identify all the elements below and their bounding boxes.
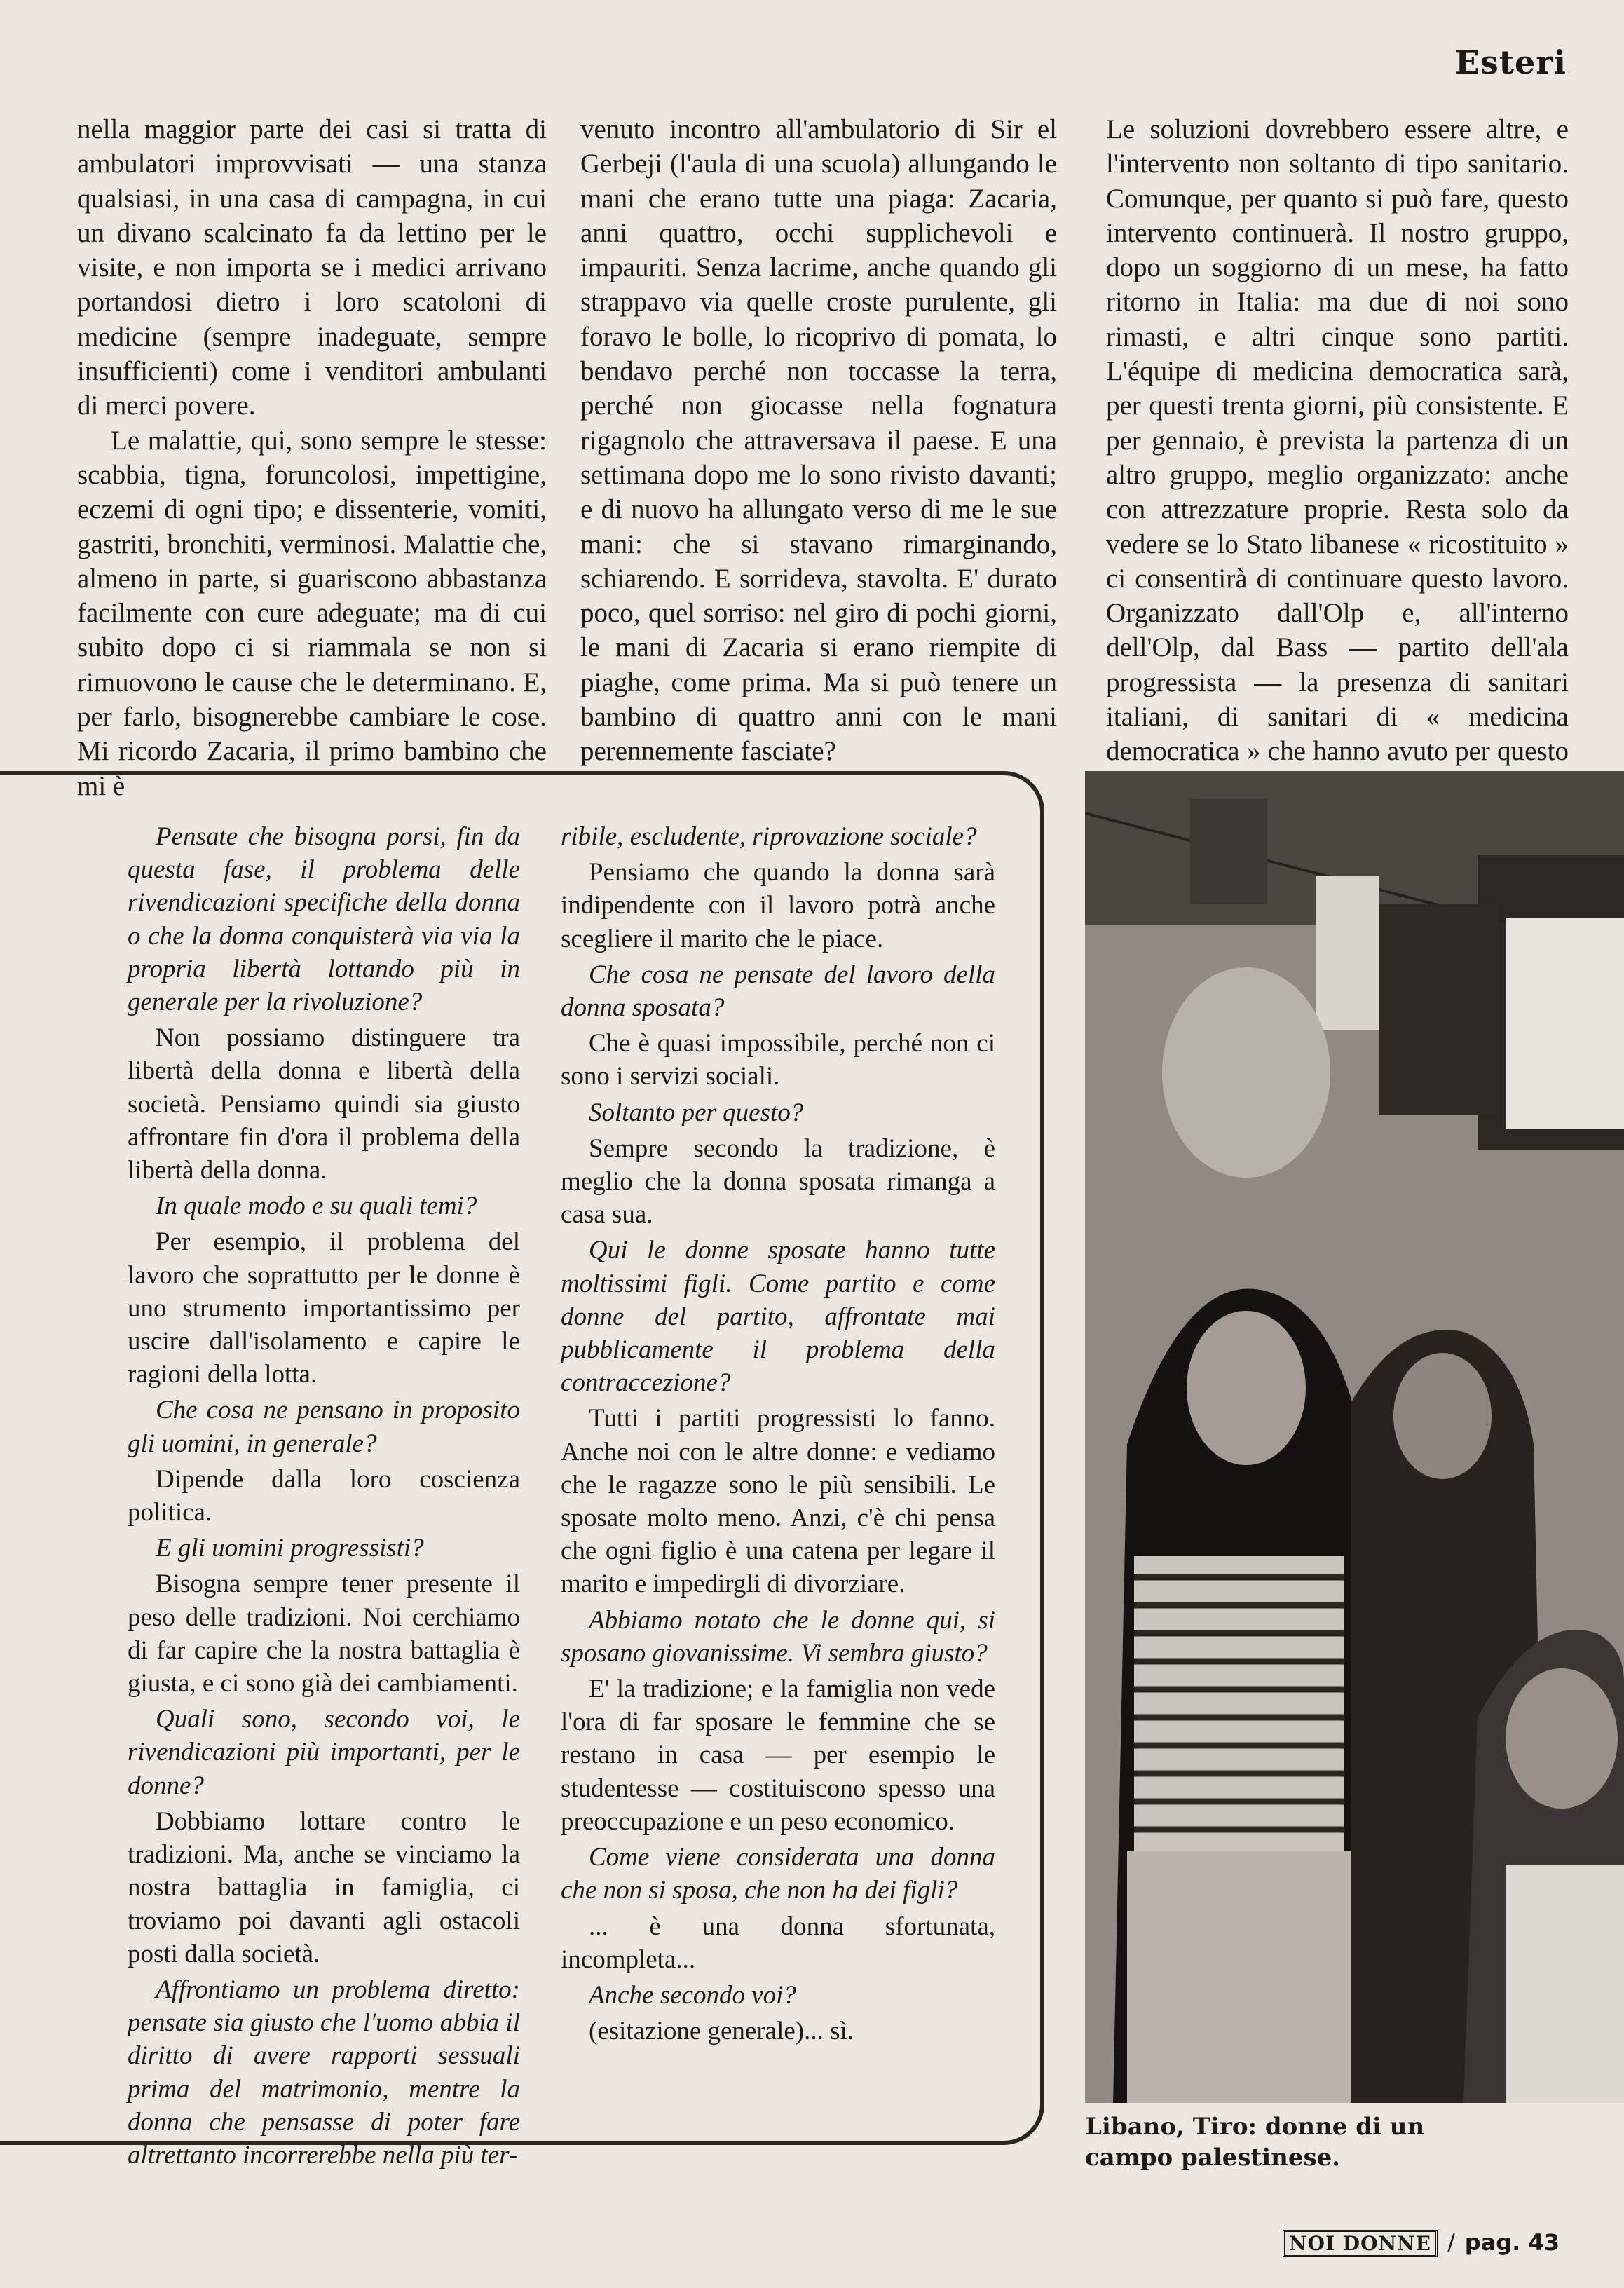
photo-illustration: [1085, 771, 1624, 2103]
interview-question: Affrontiamo un problema diretto: pensate sia giusto che l'uomo abbia il diritto di avere rapporti sessuali prima del matrimonio, mentre la donna che pensasse di poter fare altrettanto incorrerebbe nella più ter-: [128, 1975, 520, 2170]
interview-question: In quale modo e su quali temi?: [156, 1192, 477, 1221]
interview-question: Quali sono, secondo voi, le rivendicazioni più importanti, per le donne?: [128, 1705, 520, 1800]
interview-answer: Pensiamo che quando la donna sarà indipendente con il lavoro potrà anche scegliere il marito che le piace.: [561, 858, 995, 953]
interview-question: Come viene considerata una donna che non si sposa, che non ha dei figli?: [561, 1843, 995, 1905]
interview-question: Anche secondo voi?: [589, 1980, 796, 2010]
magazine-logo: NOI DONNE: [1283, 2230, 1438, 2257]
interview-question: Abbiamo notato che le donne qui, si sposano giovanissime. Vi sembra giusto?: [561, 1605, 995, 1668]
interview-question: Pensate che bisogna porsi, fin da questa fase, il problema delle rivendicazioni specifiche della donna o che la donna conquisterà via via la propria libertà lottando più in generale per la rivoluzione?: [128, 822, 520, 1017]
article-column-1: [77, 112, 547, 803]
interview-answer: Dipende dalla loro coscienza politica.: [128, 1464, 520, 1527]
interview-answer: Non possiamo distinguere tra libertà della donna e libertà della società. Pensiamo quindi sia giusto affrontare fin d'ora il problema della libertà della donna.: [128, 1023, 520, 1185]
interview-answer: Dobbiamo lottare contro le tradizioni. Ma, anche se vinciamo la nostra battaglia in famiglia, ci troviamo poi davanti agli ostacoli posti dalla società.: [128, 1806, 520, 1968]
interview-question: ribile, escludente, riprovazione sociale?: [561, 822, 977, 851]
page-number: pag. 43: [1464, 2229, 1560, 2256]
section-label: Esteri: [1454, 43, 1567, 81]
photo: [1085, 771, 1624, 2103]
photo-caption: Libano, Tiro: donne di un campo palestinese.: [1085, 2113, 1425, 2172]
interview-answer: Per esempio, il problema del lavoro che soprattutto per le donne è uno strumento importantissimo per uscire dall'isolamento e capire le ragioni della lotta.: [128, 1227, 520, 1389]
interview-answer: Sempre secondo la tradizione, è meglio che la donna sposata rimanga a casa sua.: [561, 1133, 995, 1230]
interview-question: Qui le donne sposate hanno tutte moltissimi figli. Come partito e come donne del partito, affrontate mai pubblicamente il problema della contraccezione?: [561, 1236, 995, 1398]
interview-question: Che cosa ne pensate del lavoro della donna sposata?: [561, 960, 995, 1023]
interview-answer: Tutti i partiti progressisti lo fanno. Anche noi con le altre donne: e vediamo che le ragazze sono le più sensibili. Le sposate molto meno. Anzi, c'è chi pensa che ogni figlio è una catena per legare il marito e impedirgli di divorziare.: [561, 1404, 995, 1599]
interview-question: E gli uomini progressisti?: [156, 1534, 424, 1563]
interview-question: Che cosa ne pensano in proposito gli uomini, in generale?: [128, 1396, 520, 1458]
paragraph: venuto incontro all'ambulatorio di Sir el Gerbeji (l'aula di una scuola) allungando le mani che erano tutte una piaga: Zacaria, anni quattro, occhi supplichevoli e impauriti. Senza lacrime, anche quando gli strappavo via quelle croste purulente, gli foravo le bolle, lo ricoprivo di pomata, lo bendavo perché non toccasse la terra, perché non giocasse nella fognatura rigagnolo che attraversava il paese. E una settimana dopo me lo sono rivisto davanti; e di nuovo ha allungato verso di me le sue mani: che si stavano rimarginando, schiarendo. E sorrideva, stavolta. E' durato poco, quel sorriso: nel giro di pochi giorni, le mani di Zacaria si erano riempite di piaghe, come prima. Ma si può tenere un bambino di quattro anni con le mani perennemente fasciate?: [580, 114, 1057, 767]
paragraph: Le soluzioni dovrebbero essere altre, e l'intervento non soltanto di tipo sanitario. Comunque, per quanto si può fare, questo intervento continuerà. Il nostro gruppo, dopo un soggiorno di un mese, ha fatto ritorno in Italia: ma due di noi sono rimasti, e altri cinque sono partiti. L'équipe di medicina democratica sarà, per questi trenta giorni, più consistente. E per gennaio, è prevista la partenza di un altro gruppo, meglio organizzato: anche con attrezzature proprie. Resta solo da vedere se lo Stato libanese « ricostituito » ci consentirà di continuare questo lavoro. Organizzato dall'Olp e, all'interno dell'Olp, dal Bass — partito dell'ala progressista — la presenza di sanitari italiani, di sanitari di « medicina democratica » che hanno avuto per questo: [1106, 114, 1569, 767]
article-column-3: [1106, 112, 1569, 803]
page-footer: [1283, 2229, 1560, 2257]
interview-question: Soltanto per questo?: [589, 1098, 804, 1127]
interview-answer: (esitazione generale)... sì.: [589, 2017, 854, 2046]
interview-answer: E' la tradizione; e la famiglia non vede l'ora di far sposare le femmine che se restano in casa — per esempio le studentesse — costituiscono spesso una preoccupazione e un peso economico.: [561, 1675, 995, 1836]
interview-column-2: [561, 820, 995, 2050]
paragraph: Le malattie, qui, sono sempre le stesse: scabbia, tigna, foruncolosi, impettigine, eczemi di ogni tipo; e dissenterie, vomiti, gastriti, bronchiti, verminosi. Malattie che, almeno in parte, si guariscono abbastanza facilmente con cure adeguate; ma di cui subito dopo ci si riammala se non si rimuovono le cause che le determinano. E, per farlo, bisognerebbe cambiare le cose. Mi ricordo Zacaria, il primo bambino che mi è: [77, 425, 547, 801]
article-column-2: [580, 112, 1057, 769]
paragraph: nella maggior parte dei casi si tratta di ambulatori improvvisati — una stanza qualsiasi, in una casa di campagna, in cui un divano scalcinato fa da lettino per le visite, e non importa se i medici arrivano portandosi dietro i loro scatoloni di medicine (sempre inadeguate, sempre insufficienti) come i venditori ambulanti di merci povere.: [77, 114, 547, 421]
interview-column-1: [128, 820, 520, 2174]
footer-separator: /: [1447, 2229, 1455, 2256]
interview-answer: ... è una donna sfortunata, incompleta...: [561, 1912, 995, 1974]
interview-answer: Che è quasi impossibile, perché non ci sono i servizi sociali.: [561, 1029, 995, 1091]
interview-answer: Bisogna sempre tener presente il peso delle tradizioni. Noi cerchiamo di far capire che la nostra battaglia è giusta, e ci sono già dei cambiamenti.: [128, 1569, 520, 1698]
